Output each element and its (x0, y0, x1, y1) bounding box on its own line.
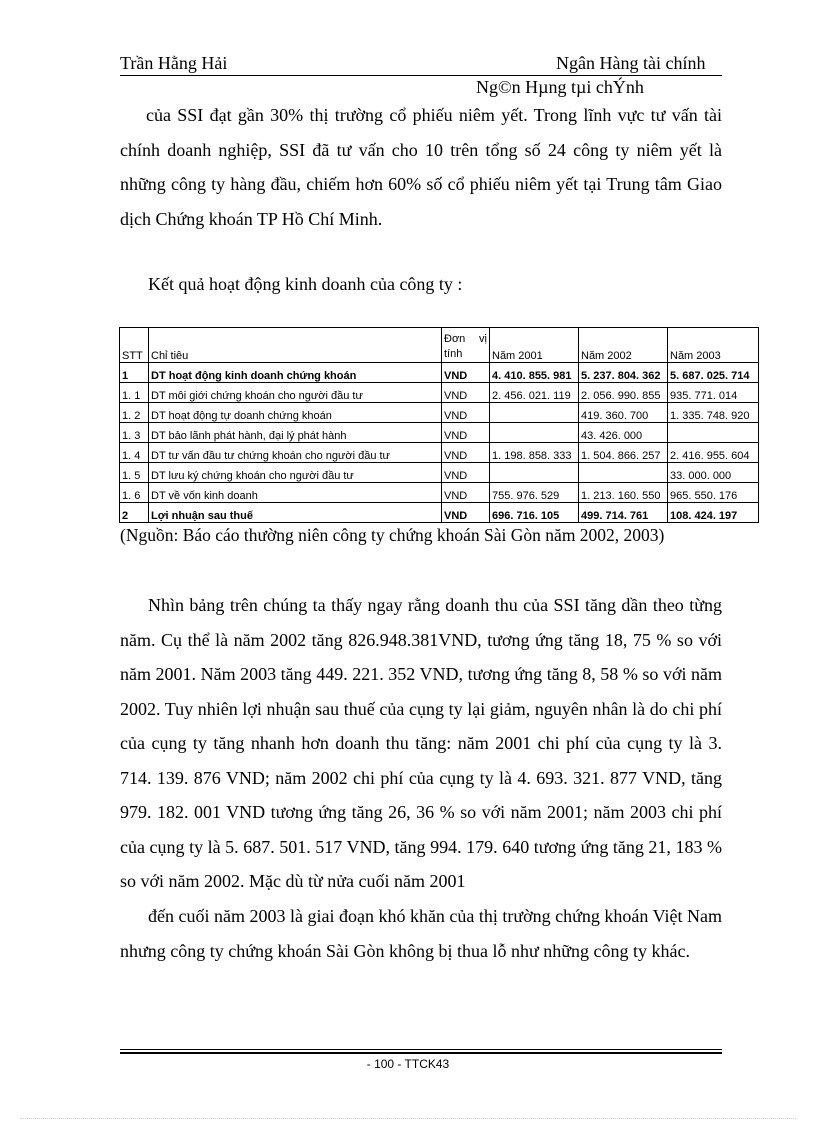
table-row (120, 443, 759, 463)
row-2003: 108. 424. 197 (668, 503, 759, 523)
row-2002: 1. 504. 866. 257 (579, 443, 668, 463)
row-stt: 1. 4 (120, 443, 149, 463)
header-don-vi-1: Đơn (444, 333, 466, 345)
footer-page-label: - 100 - TTCK43 (366, 1057, 450, 1071)
intro-text: của SSI đạt gần 30% thị trường cổ phiếu niêm yết. Trong lĩnh vực tư vấn tài chính doanh nghiệp, SSI đã tư vấn cho 10 trên tổng số 24 công ty niêm yết là những công ty hàng đầu, chiếm hơn 60% số cổ phiếu niêm yết tại Trung tâm Giao dịch Chứng khoán TP Hồ Chí Minh. (120, 105, 722, 229)
row-2002 (579, 463, 668, 483)
table-intro: Kết quả hoạt động kinh doanh của công ty : (148, 274, 463, 294)
row-unit: VND (442, 403, 490, 423)
row-2002: 5. 237. 804. 362 (579, 363, 668, 383)
table-header-row (120, 328, 759, 363)
row-2002: 2. 056. 990. 855 (579, 383, 668, 403)
final-text: đến cuối năm 2003 là giai đoạn khó khăn của thị trường chứng khoán Việt Nam nhưng công ty chứng khoán Sài Gòn không bị thua lỗ như những công ty khác. (120, 906, 722, 961)
header-author: Trần Hằng Hải (120, 53, 228, 73)
row-2002: 419. 360. 700 (579, 403, 668, 423)
row-2003: 1. 335. 748. 920 (668, 403, 759, 423)
header-subtitle: Ng©n Hµng tµi chÝnh (476, 77, 644, 97)
row-stt: 1. 1 (120, 383, 149, 403)
row-name: DT lưu ký chứng khoán cho người đầu tư (149, 463, 442, 483)
table-row (120, 423, 759, 443)
row-2001: 755. 976. 529 (490, 483, 579, 503)
table-row (120, 483, 759, 503)
row-2003: 965. 550. 176 (668, 483, 759, 503)
row-2001: 4. 410. 855. 981 (490, 363, 579, 383)
row-name: DT môi giới chứng khoán cho người đầu tư (149, 383, 442, 403)
results-table (119, 327, 759, 523)
row-2001: 696. 716. 105 (490, 503, 579, 523)
header-stt: STT (120, 328, 149, 363)
header-title: Ngân Hàng tài chính (556, 53, 706, 73)
final-paragraph (120, 899, 722, 968)
header-2003: Năm 2003 (668, 328, 759, 363)
row-2003: 33. 000. 000 (668, 463, 759, 483)
table-row (120, 403, 759, 423)
row-name: DT tư vấn đầu tư chứng khoán cho người đầu tư (149, 443, 442, 463)
header-don-vi-3: tính (444, 348, 463, 360)
row-2001 (490, 423, 579, 443)
row-2001 (490, 463, 579, 483)
row-unit: VND (442, 483, 490, 503)
footer-rule-thin (120, 1049, 722, 1050)
row-stt: 2 (120, 503, 149, 523)
table-row (120, 363, 759, 383)
row-name: DT hoạt động tự doanh chứng khoán (149, 403, 442, 423)
row-2001: 2. 456. 021. 119 (490, 383, 579, 403)
footer-rule-thick (120, 1052, 722, 1054)
row-2003 (668, 423, 759, 443)
header-2002: Năm 2002 (579, 328, 668, 363)
header-don-vi-2: vị (479, 333, 487, 345)
analysis-text: Nhìn bảng trên chúng ta thấy ngay rằng doanh thu của SSI tăng dần theo từng năm. Cụ thể là năm 2002 tăng 826.948.381VND, tương ứng tăng 18, 75 % so với năm 2001. Năm 2003 tăng 449. 221. 352 VND, tương ứng tăng 8, 58 % so với năm 2002. Tuy nhiên lợi nhuận sau thuế của cụng ty lại giảm, nguyên nhân là do chi phí của cụng ty tăng nhanh hơn doanh thu tăng: năm 2001 chi phí của cụng ty là 3. 714. 139. 876 VND; năm 2002 chi phí của cụng ty là 4. 693. 321. 877 VND, tăng 979. 182. 001 VND tương ứng tăng 26, 36 % so với năm 2001; năm 2003 chi phí của cụng ty là 5. 687. 501. 517 VND, tăng 994. 179. 640 tương ứng tăng 21, 183 % so với năm 2002. Mặc dù từ nửa cuối năm 2001 (120, 595, 722, 891)
row-unit: VND (442, 503, 490, 523)
row-unit: VND (442, 363, 490, 383)
row-unit: VND (442, 423, 490, 443)
header-don-vi (442, 328, 490, 363)
table-row (120, 503, 759, 523)
table-row (120, 383, 759, 403)
row-2002: 43. 426. 000 (579, 423, 668, 443)
row-stt: 1. 2 (120, 403, 149, 423)
row-2002: 1. 213. 160. 550 (579, 483, 668, 503)
row-2003: 2. 416. 955. 604 (668, 443, 759, 463)
row-stt: 1 (120, 363, 149, 383)
header-rule (120, 75, 722, 76)
source-note: (Nguồn: Báo cáo thường niên công ty chứng khoán Sài Gòn năm 2002, 2003) (120, 525, 665, 545)
row-2001 (490, 403, 579, 423)
row-2001: 1. 198. 858. 333 (490, 443, 579, 463)
row-name: DT về vốn kinh doanh (149, 483, 442, 503)
intro-paragraph (120, 98, 722, 236)
row-name: DT bảo lãnh phát hành, đại lý phát hành (149, 423, 442, 443)
header-chi-tieu: Chỉ tiêu (149, 328, 442, 363)
table-row (120, 463, 759, 483)
row-name: Lợi nhuận sau thuế (149, 503, 442, 523)
row-name: DT hoạt động kinh doanh chứng khoán (149, 363, 442, 383)
header-2001: Năm 2001 (490, 328, 579, 363)
analysis-paragraph (120, 588, 722, 899)
row-2002: 499. 714. 761 (579, 503, 668, 523)
row-stt: 1. 6 (120, 483, 149, 503)
row-2003: 935. 771. 014 (668, 383, 759, 403)
row-2003: 5. 687. 025. 714 (668, 363, 759, 383)
row-stt: 1. 3 (120, 423, 149, 443)
row-stt: 1. 5 (120, 463, 149, 483)
page-bottom-border (20, 1118, 796, 1119)
row-unit: VND (442, 383, 490, 403)
row-unit: VND (442, 463, 490, 483)
row-unit: VND (442, 443, 490, 463)
